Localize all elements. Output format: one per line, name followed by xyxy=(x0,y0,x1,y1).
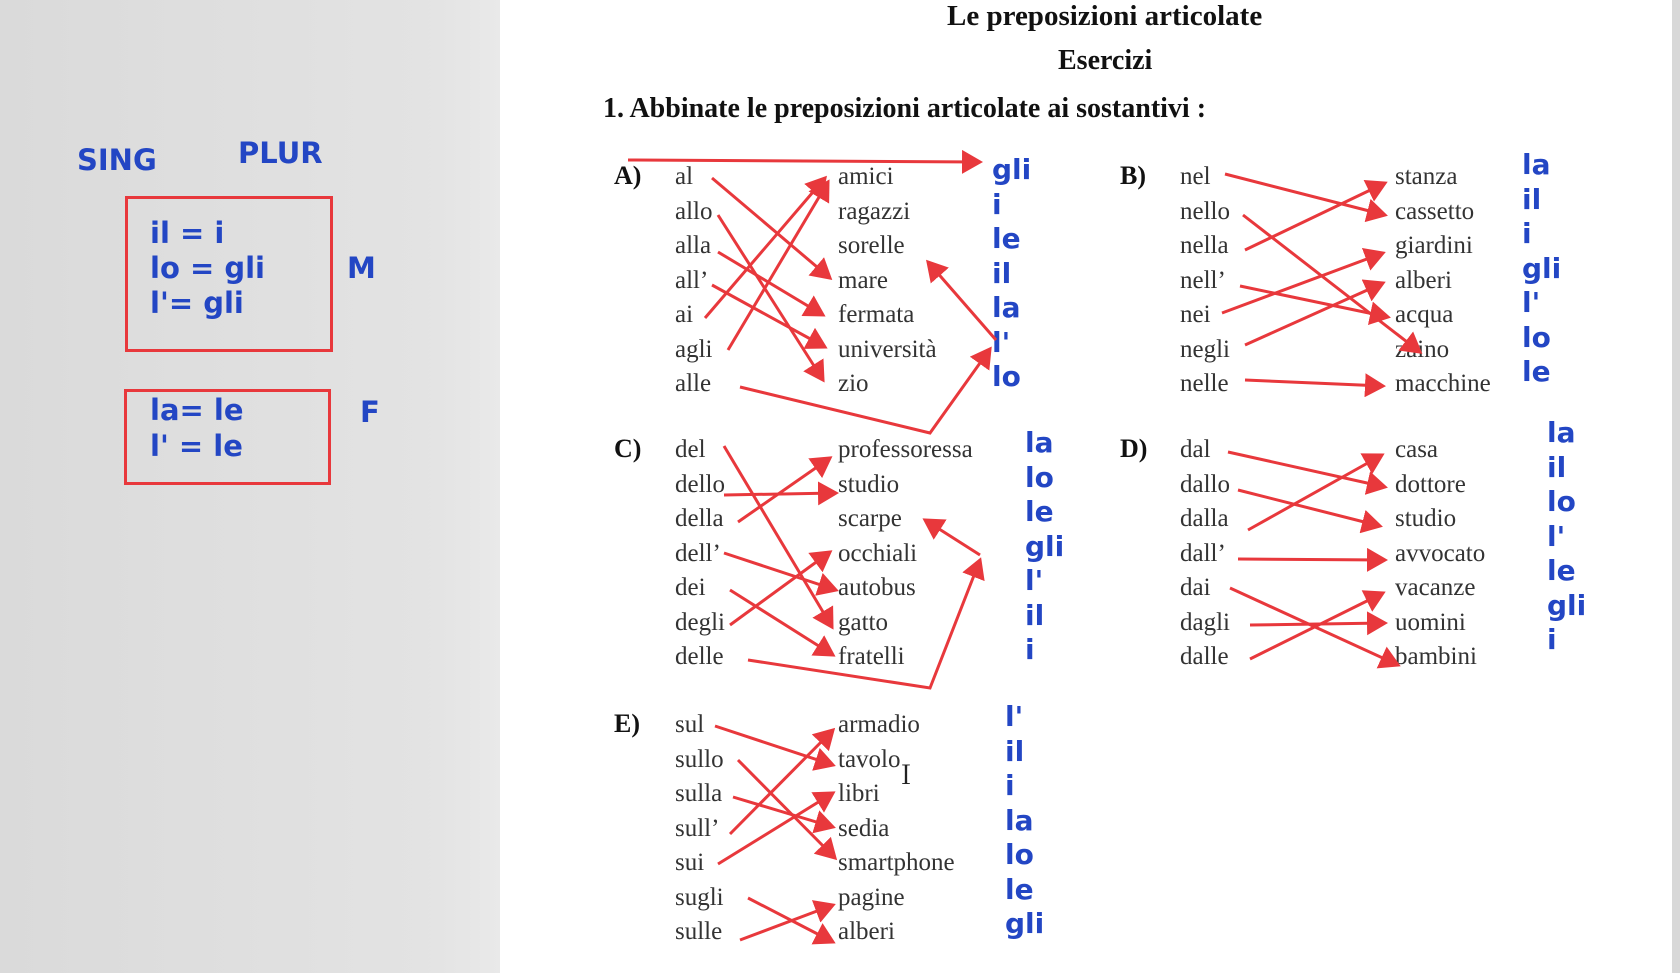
handwritten-article: la xyxy=(1025,426,1054,459)
handwritten-article: l' xyxy=(1522,286,1541,319)
handwritten-article: il xyxy=(992,256,1012,290)
handwritten-article: le xyxy=(1522,355,1551,388)
handwritten-article: il xyxy=(1547,450,1567,484)
handwritten-article: gli xyxy=(1522,251,1562,285)
preposition: agli xyxy=(675,335,713,363)
preposition: nell’ xyxy=(1180,266,1226,294)
noun: alberi xyxy=(838,918,895,945)
preposition: negli xyxy=(1180,335,1230,363)
handwritten-article: il xyxy=(1005,734,1025,768)
handwritten-article: i xyxy=(1025,633,1035,666)
handwritten-article: lo xyxy=(1005,838,1034,871)
handwritten-article: l' xyxy=(1547,519,1566,553)
preposition: sulla xyxy=(675,780,723,807)
preposition: sul xyxy=(675,711,705,738)
exercise-label: B) xyxy=(1120,161,1146,190)
preposition: sullo xyxy=(675,745,724,773)
noun: sorelle xyxy=(838,232,905,259)
preposition: dalla xyxy=(1180,505,1229,532)
noun: acqua xyxy=(1395,301,1454,328)
preposition: alle xyxy=(675,370,712,397)
handwritten-article: lo xyxy=(1522,320,1551,354)
noun: autobus xyxy=(838,574,916,601)
noun: alberi xyxy=(1395,266,1452,294)
handwritten-article: la xyxy=(1547,416,1576,449)
preposition: nel xyxy=(1180,163,1211,190)
handwritten-article: l' xyxy=(992,325,1011,359)
exercise-label: D) xyxy=(1120,434,1148,463)
preposition: della xyxy=(675,505,724,532)
handwritten-article: la xyxy=(1522,148,1551,181)
masculine-rule: il = i xyxy=(150,216,225,250)
noun: zaino xyxy=(1395,335,1450,363)
handwritten-article: gli xyxy=(1025,529,1065,563)
exercise-label: A) xyxy=(614,161,642,190)
plur-heading: PLUR xyxy=(238,136,323,170)
preposition: allo xyxy=(675,197,713,225)
handwritten-article: lo xyxy=(992,360,1021,393)
exercise-instruction: 1. Abbinate le preposizioni articolate ai sostantivi : xyxy=(603,93,1207,124)
preposition: delle xyxy=(675,643,724,670)
handwritten-article: gli xyxy=(1005,907,1045,940)
noun: sedia xyxy=(838,814,890,842)
handwritten-article: gli xyxy=(1547,588,1587,622)
noun: dottore xyxy=(1395,470,1466,498)
noun: mare xyxy=(838,266,888,294)
noun: libri xyxy=(838,780,880,807)
preposition: nello xyxy=(1180,197,1230,225)
feminine-label: F xyxy=(360,395,380,429)
feminine-rule: l' = le xyxy=(150,429,243,463)
preposition: sull’ xyxy=(675,814,720,842)
preposition: nella xyxy=(1180,232,1229,259)
preposition: dall’ xyxy=(1180,539,1226,567)
handwritten-article: lo xyxy=(1547,485,1576,518)
handwritten-article: l' xyxy=(1025,564,1044,597)
handwritten-article: le xyxy=(992,222,1021,255)
feminine-rule: la= le xyxy=(150,393,244,427)
preposition: alla xyxy=(675,232,712,259)
noun: amici xyxy=(838,163,894,190)
preposition: dalle xyxy=(1180,643,1229,670)
preposition: dello xyxy=(675,470,725,498)
exercise-label: E) xyxy=(614,709,640,738)
handwritten-article: lo xyxy=(1025,460,1054,494)
noun: bambini xyxy=(1395,643,1477,670)
handwritten-article: l' xyxy=(1005,700,1024,733)
noun: smartphone xyxy=(838,849,955,876)
noun: avvocato xyxy=(1395,539,1486,567)
preposition: dell’ xyxy=(675,539,721,567)
exercise-label: C) xyxy=(614,434,642,463)
noun: studio xyxy=(838,470,900,498)
preposition: dai xyxy=(1180,574,1211,601)
noun: pagine xyxy=(838,883,905,911)
preposition: dal xyxy=(1180,436,1211,463)
sing-heading: SING xyxy=(77,143,157,177)
noun: uomini xyxy=(1395,608,1466,636)
noun: studio xyxy=(1395,505,1457,532)
handwritten-article: la xyxy=(992,291,1021,324)
handwritten-article: le xyxy=(1547,554,1576,587)
handwritten-article: i xyxy=(1547,623,1557,656)
noun: gatto xyxy=(838,608,888,636)
noun: stanza xyxy=(1395,163,1458,190)
preposition: dagli xyxy=(1180,608,1230,636)
noun: cassetto xyxy=(1395,197,1475,225)
masculine-rule: lo = gli xyxy=(150,251,265,285)
preposition: al xyxy=(675,163,694,190)
noun: fermata xyxy=(838,301,915,328)
handwritten-article: il xyxy=(1025,598,1045,632)
handwritten-article: gli xyxy=(992,153,1032,186)
page-title: Le preposizioni articolate xyxy=(947,0,1263,32)
handwritten-article: le xyxy=(1005,872,1034,906)
preposition: nei xyxy=(1180,301,1211,328)
noun: ragazzi xyxy=(838,197,911,225)
preposition: dei xyxy=(675,574,706,601)
noun: occhiali xyxy=(838,539,918,567)
noun: scarpe xyxy=(838,505,902,532)
preposition: all’ xyxy=(675,266,709,294)
noun: professoressa xyxy=(838,436,973,463)
text-cursor-icon: Ｉ xyxy=(893,761,920,791)
noun: zio xyxy=(838,370,869,397)
noun: tavolo xyxy=(838,745,901,773)
preposition: degli xyxy=(675,608,725,636)
handwritten-article: la xyxy=(1005,803,1034,837)
preposition: del xyxy=(675,436,706,463)
notes-panel xyxy=(0,0,500,973)
handwritten-article: i xyxy=(1522,217,1532,250)
preposition: dallo xyxy=(1180,470,1230,498)
handwritten-article: i xyxy=(992,187,1002,221)
preposition: ai xyxy=(675,301,694,328)
handwritten-article: il xyxy=(1522,182,1542,216)
noun: giardini xyxy=(1395,232,1473,259)
noun: vacanze xyxy=(1395,574,1476,601)
noun: casa xyxy=(1395,436,1439,463)
handwritten-article: le xyxy=(1025,495,1054,528)
handwritten-article: i xyxy=(1005,769,1015,802)
preposition: sugli xyxy=(675,883,724,911)
masculine-rule: l'= gli xyxy=(150,286,244,320)
noun: armadio xyxy=(838,711,920,738)
preposition: nelle xyxy=(1180,370,1229,397)
preposition: sui xyxy=(675,849,705,876)
noun: macchine xyxy=(1395,370,1491,397)
masculine-label: M xyxy=(347,251,376,285)
preposition: sulle xyxy=(675,918,723,945)
page-subtitle: Esercizi xyxy=(1058,45,1153,76)
noun: università xyxy=(838,335,937,363)
noun: fratelli xyxy=(838,643,905,670)
scroll-edge xyxy=(1672,0,1680,973)
